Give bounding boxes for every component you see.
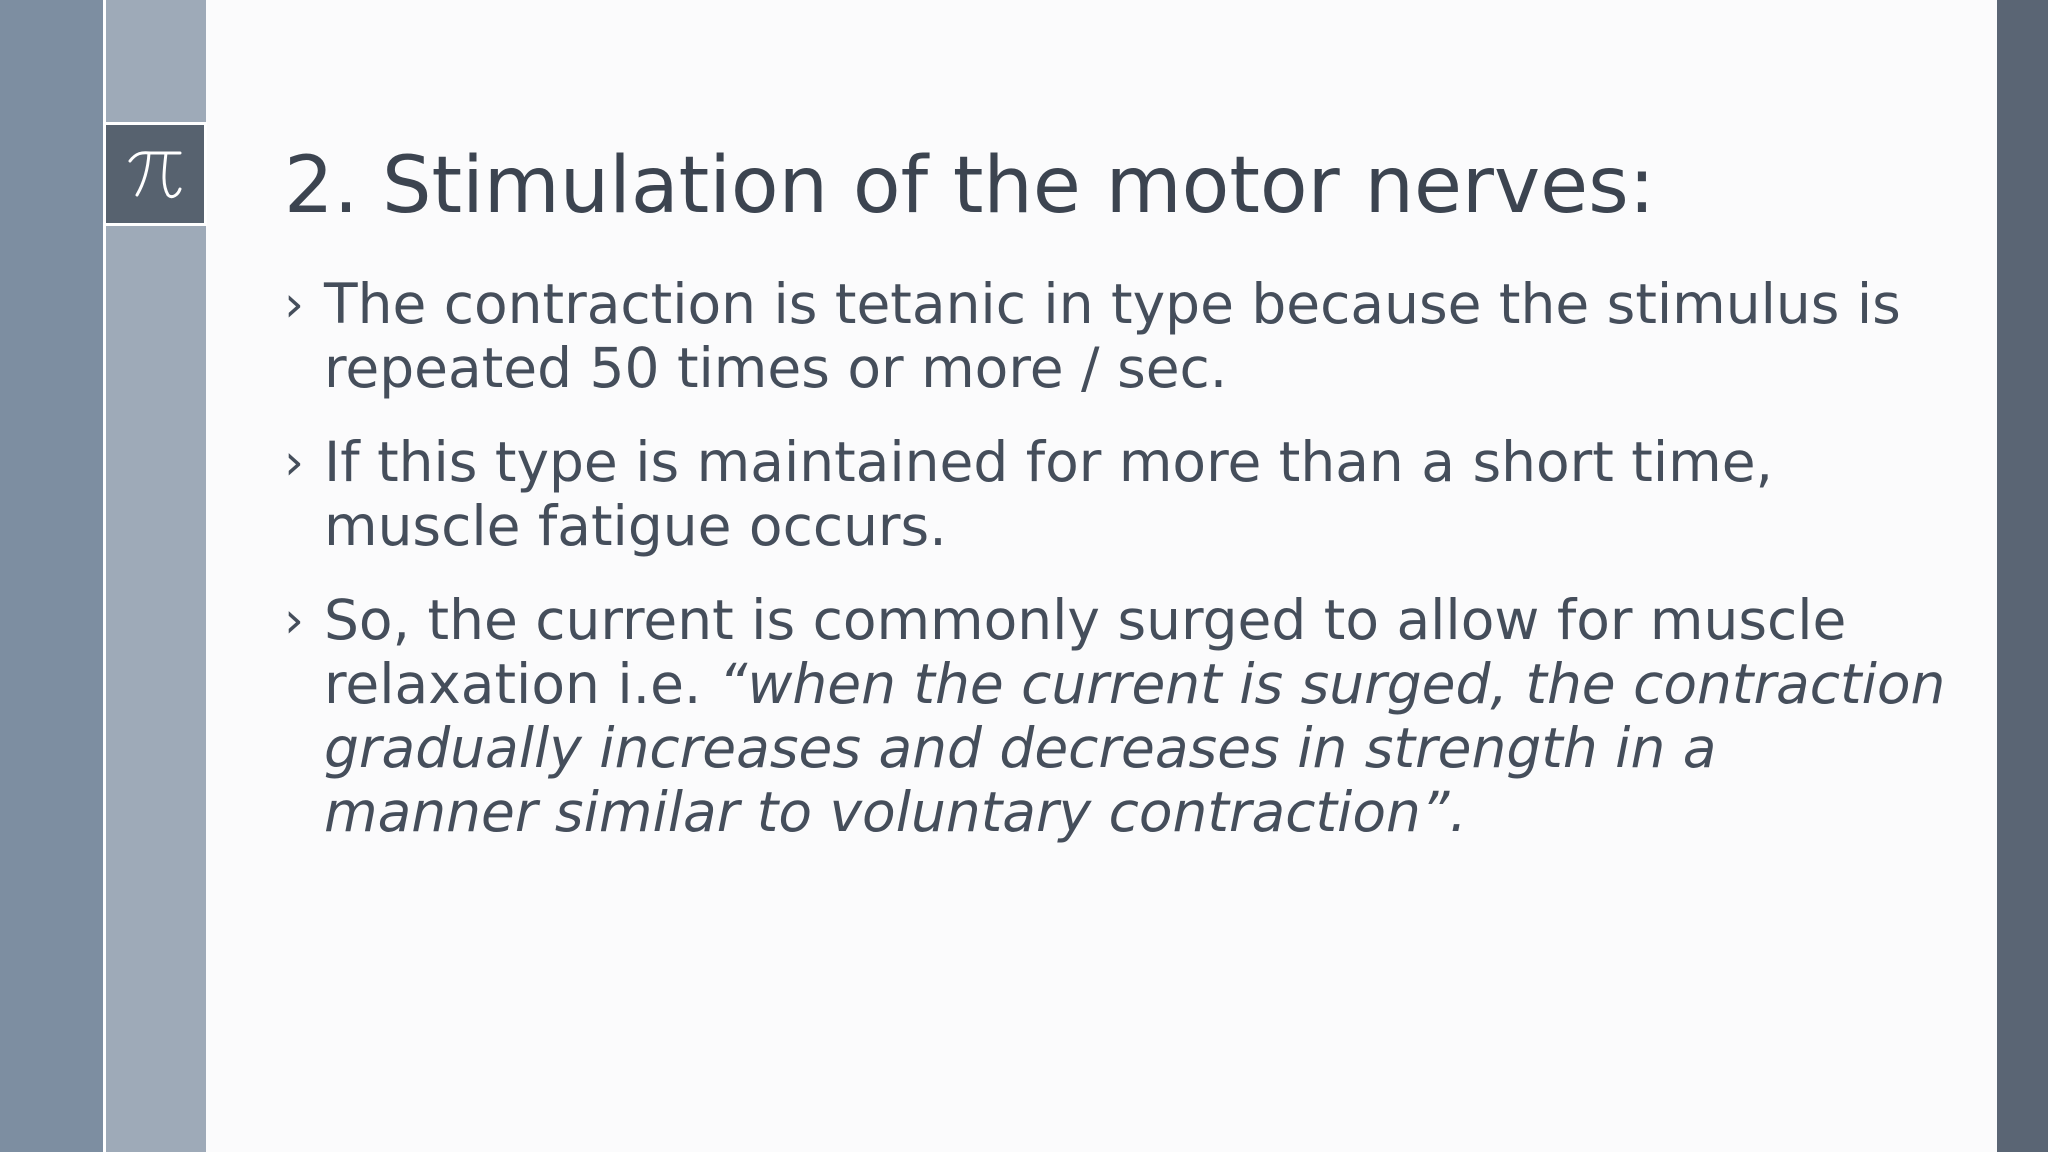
- bullet-list: [284, 272, 1984, 874]
- title-text: Stimulation of the motor nerves:: [382, 141, 1656, 231]
- bullet-text: The contraction is tetanic in type because the stimulus is: [324, 272, 1901, 336]
- quote-text: gradually increases and decreases in strength in a: [324, 716, 1717, 780]
- bullet-marker: ›: [284, 275, 304, 333]
- bullet-text-mixed: [324, 652, 1984, 716]
- bullet-text: If this type is maintained for more than a short time,: [324, 430, 1774, 494]
- quote-text: manner similar to voluntary contraction”.: [324, 780, 1467, 844]
- pi-icon: [103, 122, 207, 226]
- bullet-text: muscle fatigue occurs.: [324, 494, 947, 558]
- bullet-item: [284, 430, 1984, 558]
- title-number: 2.: [284, 141, 359, 231]
- right-accent-bar: [1997, 0, 2048, 1152]
- pi-symbol: [124, 143, 186, 205]
- bullet-text: repeated 50 times or more / sec.: [324, 336, 1228, 400]
- bullet-item: [284, 272, 1984, 400]
- bullet-marker: ›: [284, 591, 304, 649]
- quote-text: “when the current is surged, the contraction: [718, 652, 1946, 716]
- left-accent-bar-outer: [0, 0, 103, 1152]
- bullet-marker: ›: [284, 433, 304, 491]
- slide-title: [284, 138, 1934, 234]
- bullet-text: So, the current is commonly surged to allow for muscle: [324, 588, 1847, 652]
- bullet-item: [284, 588, 1984, 844]
- bullet-text: relaxation i.e.: [324, 652, 719, 716]
